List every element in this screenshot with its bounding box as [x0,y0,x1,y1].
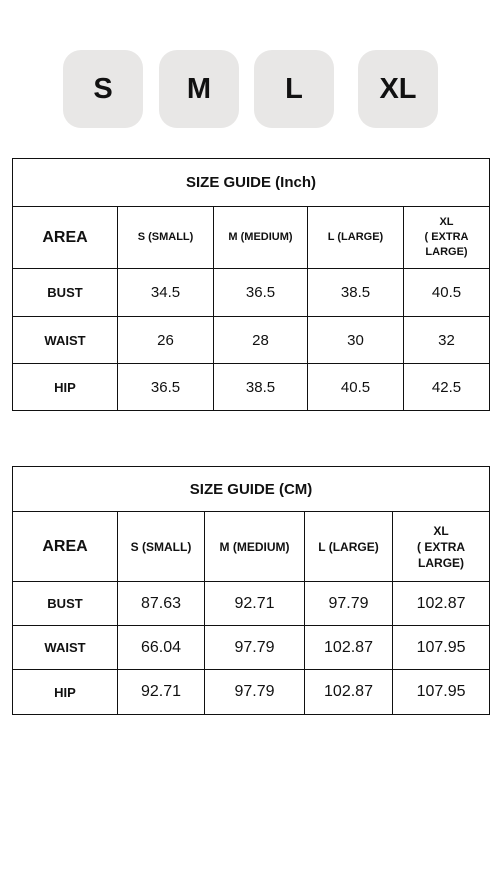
table-cell: 40.5 [404,269,490,317]
table-cell: 30 [308,317,404,364]
table-cell: 87.63 [118,582,205,626]
row-label: BUST [13,582,118,626]
row-label: HIP [13,364,118,411]
table-cell: 107.95 [393,670,490,715]
column-header-l: L (LARGE) [305,512,393,582]
table-row [13,582,490,626]
area-header: AREA [13,512,118,582]
table-cell: 34.5 [118,269,214,317]
column-header-xl: XL ( EXTRA LARGE) [393,512,490,582]
size-button-xl[interactable]: XL [358,50,438,128]
table-title: SIZE GUIDE (CM) [13,467,490,512]
row-label: WAIST [13,317,118,364]
table-cell: 32 [404,317,490,364]
table-cell: 107.95 [393,626,490,670]
size-button-s[interactable]: S [63,50,143,128]
row-label: BUST [13,269,118,317]
table-cell: 36.5 [214,269,308,317]
table-title: SIZE GUIDE (Inch) [13,159,490,207]
column-header-s: S (SMALL) [118,207,214,269]
area-header: AREA [13,207,118,269]
size-button-m[interactable]: M [159,50,239,128]
size-guide-inch-table [12,158,490,411]
table-cell: 97.79 [205,626,305,670]
table-cell: 97.79 [305,582,393,626]
table-cell: 102.87 [305,670,393,715]
table-cell: 97.79 [205,670,305,715]
table-cell: 92.71 [205,582,305,626]
column-header-xl: XL ( EXTRA LARGE) [404,207,490,269]
table-cell: 38.5 [214,364,308,411]
table-cell: 102.87 [393,582,490,626]
table-row [13,317,490,364]
column-header-m: M (MEDIUM) [205,512,305,582]
row-label: HIP [13,670,118,715]
table-cell: 92.71 [118,670,205,715]
table-cell: 42.5 [404,364,490,411]
size-selector [0,0,500,140]
table-cell: 66.04 [118,626,205,670]
size-guide-cm-table [12,466,490,715]
table-row [13,626,490,670]
table-cell: 38.5 [308,269,404,317]
table-row [13,364,490,411]
table-row [13,269,490,317]
table-cell: 26 [118,317,214,364]
table-cell: 28 [214,317,308,364]
table-cell: 36.5 [118,364,214,411]
table-row [13,670,490,715]
column-header-l: L (LARGE) [308,207,404,269]
column-header-s: S (SMALL) [118,512,205,582]
column-header-m: M (MEDIUM) [214,207,308,269]
table-cell: 102.87 [305,626,393,670]
table-cell: 40.5 [308,364,404,411]
size-button-l[interactable]: L [254,50,334,128]
row-label: WAIST [13,626,118,670]
